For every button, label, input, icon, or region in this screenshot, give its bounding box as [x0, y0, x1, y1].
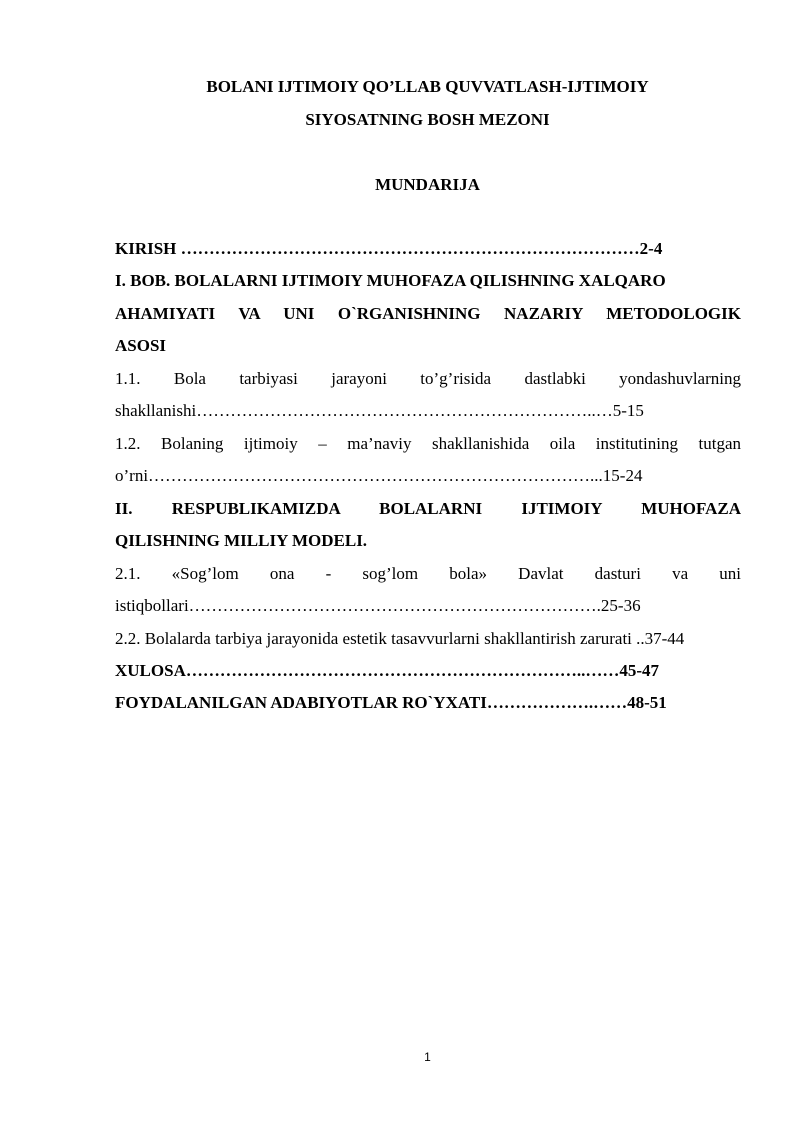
toc-entry-1-1: 1.1. Bola tarbiyasi jarayoni to’g’risida dastlabki yondashuvlarning — [115, 369, 741, 388]
toc-entry-xulosa: XULOSA……………………………………………………………..……45-47 — [115, 661, 660, 680]
page-number: 1 — [424, 1050, 431, 1064]
toc-entry-1-1: shakllanishi……………………………………………………………..…5-15 — [115, 401, 644, 420]
toc-entry-2-1: istiqbollari……………………………………………………………….25-36 — [115, 596, 641, 615]
toc-chapter-1-title: I. BOB. BOLALARNI IJTIMOIY MUHOFAZA QILISHNING XALQARO — [115, 271, 666, 290]
toc-entry-1-2: o’rni……………………………………………………………………...15-24 — [115, 466, 643, 485]
toc-chapter-2-title: II. RESPUBLIKAMIZDA BOLALARNI IJTIMOIY MUHOFAZA — [115, 499, 741, 518]
contents-heading: MUNDARIJA — [375, 175, 480, 194]
toc-entry-adabiyotlar: FOYDALANILGAN ADABIYOTLAR RO`YXATI……………….……48-51 — [115, 693, 667, 712]
document-title-line-2: SIYOSATNING BOSH MEZONI — [305, 110, 550, 129]
toc-entry-kirish: KIRISH ………………………………………………………………………2-4 — [115, 239, 663, 258]
toc-entry-1-2: 1.2. Bolaning ijtimoiy – ma’naviy shakllanishida oila institutining tutgan — [115, 434, 741, 453]
toc-entry-2-1: 2.1. «Sog’lom ona - sog’lom bola» Davlat dasturi va uni — [115, 564, 741, 583]
toc-chapter-2-title: QILISHNING MILLIY MODELI. — [115, 531, 368, 550]
toc-entry-2-2: 2.2. Bolalarda tarbiya jarayonida estetik tasavvurlarni shakllantirish zarurati ..37-44 — [115, 629, 685, 648]
toc-chapter-1-title: ASOSI — [115, 336, 167, 355]
document-title-line-1: BOLANI IJTIMOIY QO’LLAB QUVVATLASH-IJTIMOIY — [206, 77, 649, 96]
toc-chapter-1-title: AHAMIYATI VA UNI O`RGANISHNING NAZARIY METODOLOGIK — [115, 304, 741, 323]
